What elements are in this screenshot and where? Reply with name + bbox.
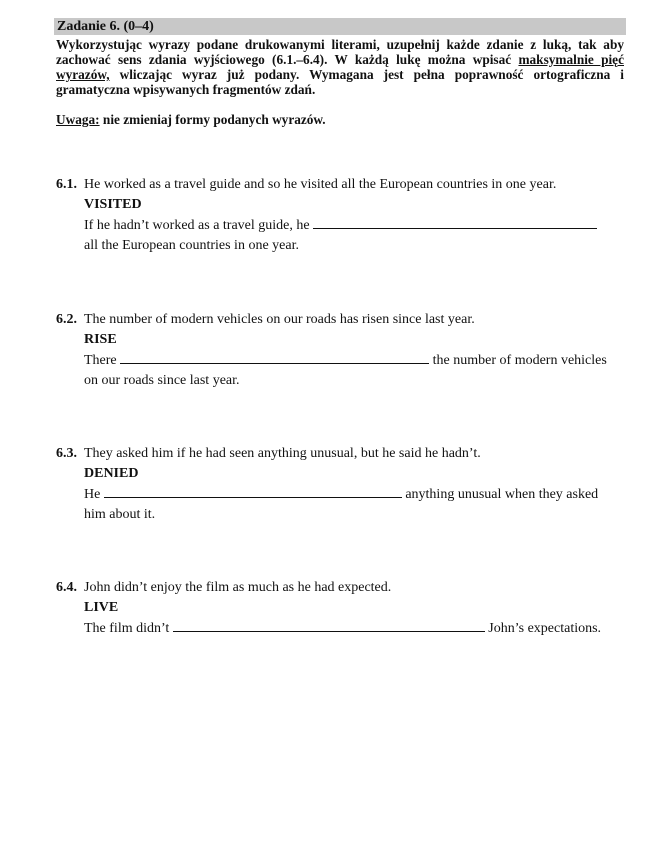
- answer-gap[interactable]: [173, 619, 485, 632]
- keyword: DENIED: [84, 466, 139, 481]
- instructions-text-1: Wykorzystując wyrazy podane drukowanymi literami, uzupełnij każde zdanie z luką, tak aby zachować sens zdania wyjściowego (6.1.–6.4). W każdą lukę można wpisać: [56, 37, 624, 67]
- gapped-sentence: [84, 216, 597, 236]
- sentence-continuation: on our roads since last year.: [84, 373, 240, 388]
- instructions-emphasis: maksymalnie pięć wyrazów,: [56, 52, 624, 82]
- sentence-continuation: all the European countries in one year.: [84, 238, 299, 253]
- sentence-start: He: [84, 487, 101, 502]
- gapped-sentence: [84, 619, 601, 639]
- item-number: 6.3.: [56, 446, 77, 461]
- answer-gap[interactable]: [104, 485, 402, 498]
- item-number: 6.4.: [56, 580, 77, 595]
- source-sentence: He worked as a travel guide and so he visited all the European countries in one year.: [84, 177, 557, 192]
- gapped-sentence: [84, 485, 598, 505]
- note-label: Uwaga:: [56, 112, 100, 127]
- instructions-text-2: wliczając wyraz już podany. Wymagana jest pełna poprawność ortograficzna i gramatyczna wpisywanych fragmentów zdań.: [56, 67, 624, 97]
- answer-gap[interactable]: [120, 351, 429, 364]
- gapped-sentence: [84, 351, 607, 371]
- source-sentence: The number of modern vehicles on our roads has risen since last year.: [84, 312, 475, 327]
- sentence-end: the number of modern vehicles: [432, 353, 607, 368]
- sentence-start: There: [84, 353, 117, 368]
- sentence-start: The film didn’t: [84, 621, 170, 636]
- task-title: Zadanie 6. (0–4): [57, 19, 154, 34]
- note-text: nie zmieniaj formy podanych wyrazów.: [99, 112, 326, 127]
- source-sentence: They asked him if he had seen anything unusual, but he said he hadn’t.: [84, 446, 481, 461]
- sentence-continuation: him about it.: [84, 507, 156, 522]
- sentence-end: anything unusual when they asked: [405, 487, 599, 502]
- sentence-start: If he hadn’t worked as a travel guide, he: [84, 218, 310, 233]
- keyword: LIVE: [84, 600, 119, 615]
- item-number: 6.1.: [56, 177, 77, 192]
- task-instructions: [56, 37, 624, 97]
- keyword: VISITED: [84, 197, 142, 212]
- sentence-end: John’s expectations.: [488, 621, 602, 636]
- answer-gap[interactable]: [313, 216, 597, 229]
- task-note: [56, 112, 326, 127]
- source-sentence: John didn’t enjoy the film as much as he had expected.: [84, 580, 392, 595]
- keyword: RISE: [84, 332, 117, 347]
- item-number: 6.2.: [56, 312, 77, 327]
- task-header-bar: [54, 18, 626, 35]
